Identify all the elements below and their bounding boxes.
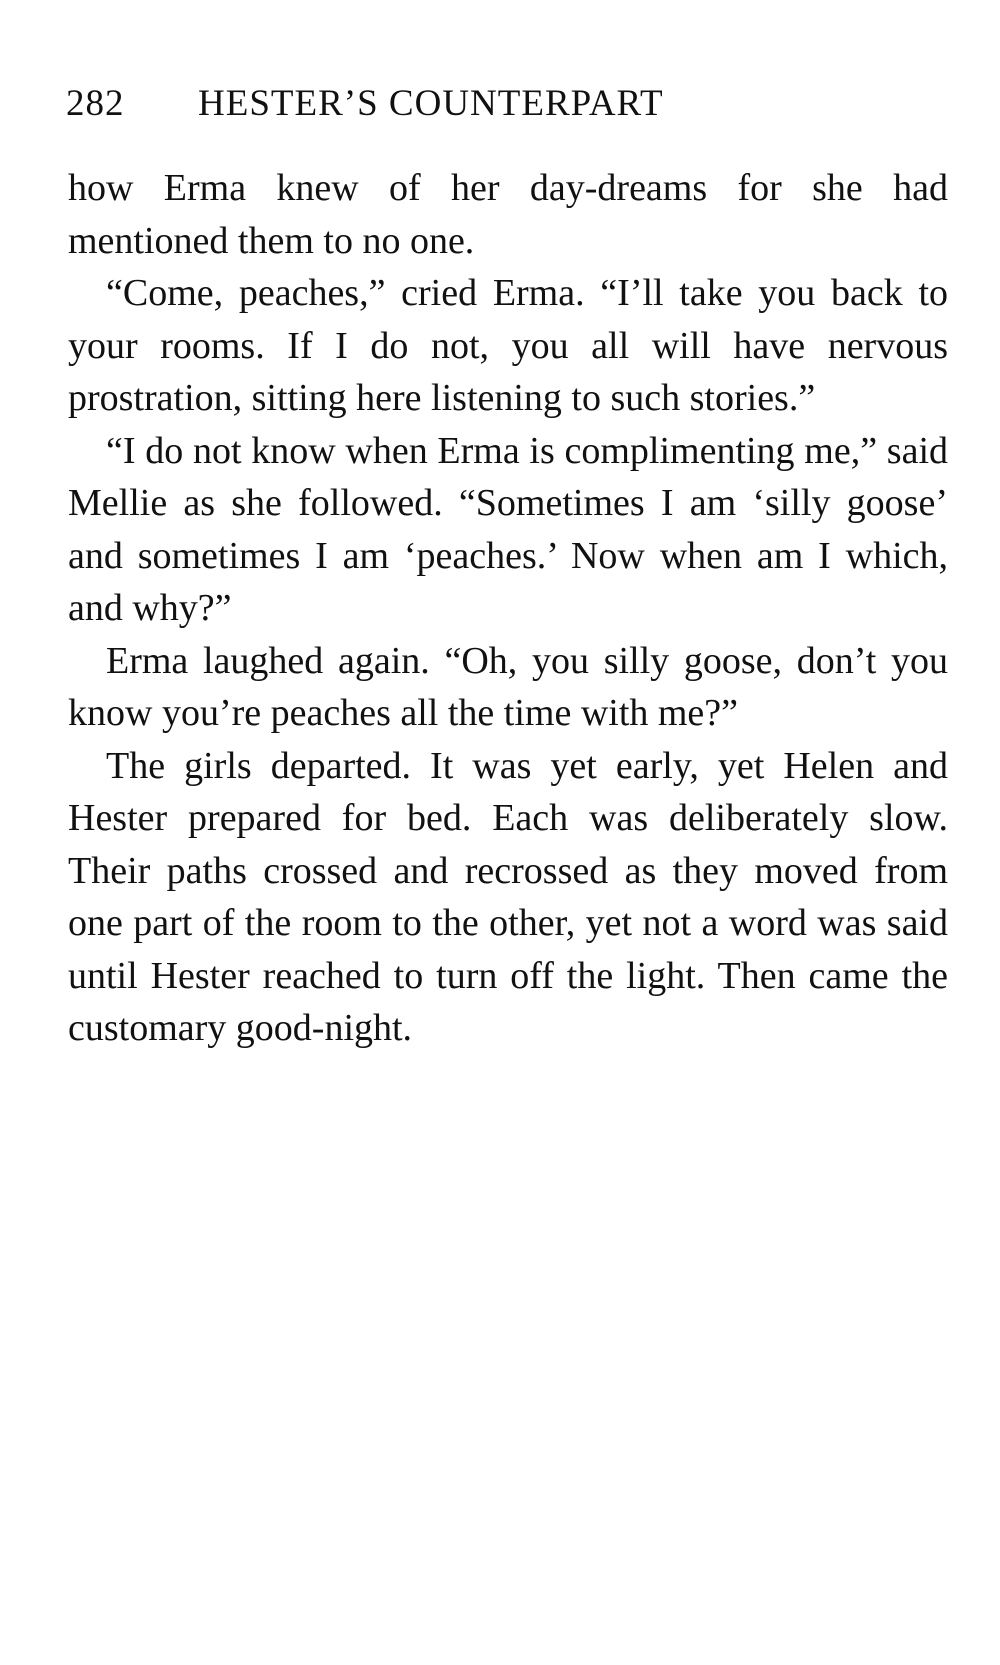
running-header	[66, 82, 896, 125]
paragraph: Erma laughed again. “Oh, you silly goose, don’t you know you’re peaches all the time with me?”	[68, 639, 948, 734]
page-number: 282	[66, 83, 125, 124]
paragraph: “I do not know when Erma is complimenting me,” said Mellie as she followed. “Sometimes I am ‘silly goose’ and sometimes I am ‘peaches.’ Now when am I which, and why?”	[68, 429, 948, 629]
paragraph-continued: how Erma knew of her day-dreams for she had mentioned them to no one.	[68, 167, 948, 262]
body-text	[68, 162, 948, 1055]
paragraph: The girls departed. It was yet early, yet Helen and Hester prepared for bed. Each was deliberately slow. Their paths crossed and recrossed as they moved from one part of the room to the other, yet not a word was said until Hester reached to turn off the light. Then came the customary good-night.	[68, 744, 948, 1049]
paragraph: “Come, peaches,” cried Erma. “I’ll take you back to your rooms. If I do not, you all will have nervous prostration, sitting here listening to such stories.”	[68, 272, 948, 419]
running-title: HESTER’S COUNTERPART	[198, 83, 664, 124]
